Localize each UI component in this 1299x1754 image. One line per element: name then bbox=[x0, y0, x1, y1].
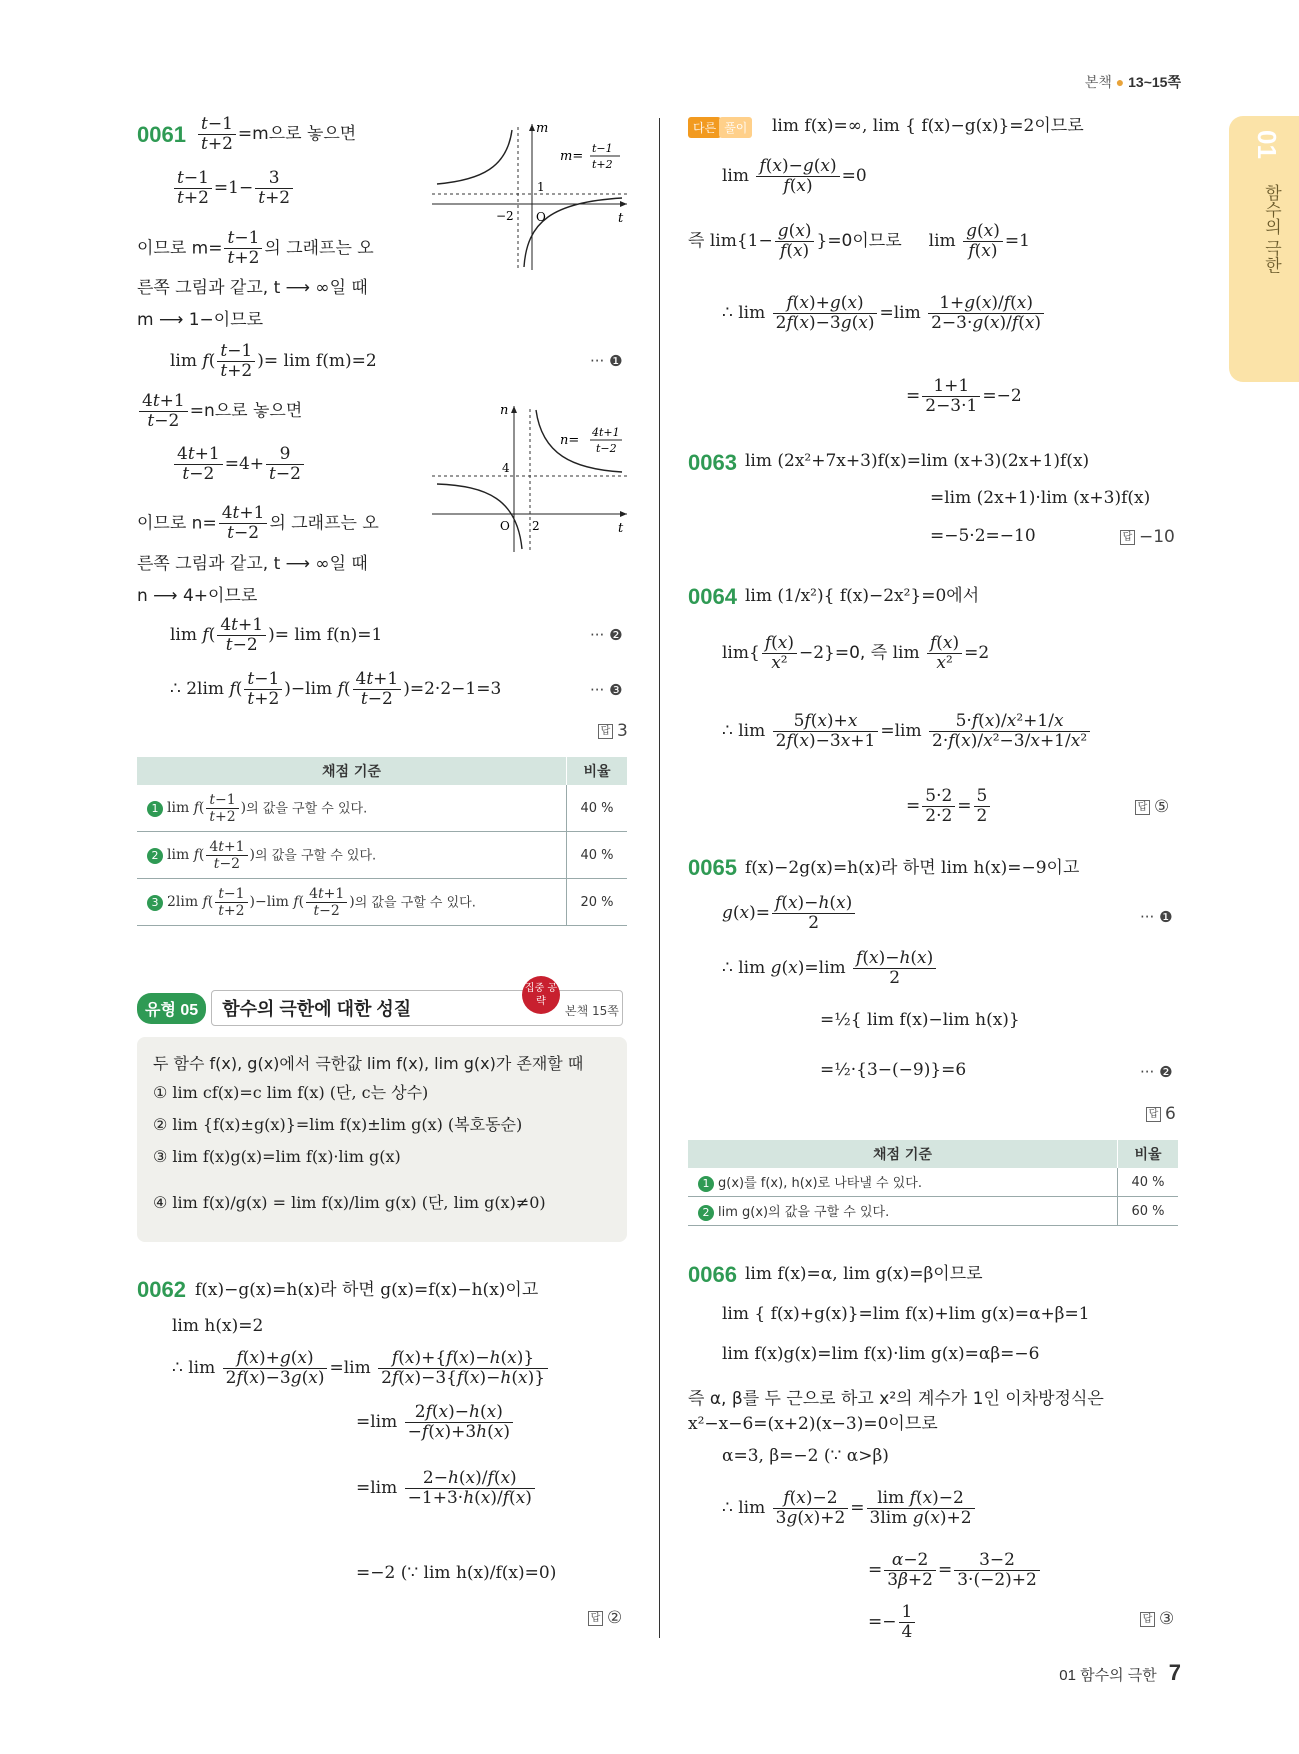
p0061-line7: $\frac{4t+1}{t-2}$ =n으로 놓으면 bbox=[137, 393, 302, 430]
table-row: 3 2lim f( $\frac{t-1}{t+2}$ )−lim f( $\frac{4t+1}{t-2}$ )의 값을 구할 수 있다. 20 % bbox=[137, 879, 627, 926]
table-row: 2 lim g(x)의 값을 구할 수 있다. 60 % bbox=[688, 1197, 1178, 1226]
svg-text:n=: n= bbox=[560, 433, 580, 448]
p0061-line12: lim f( $\frac{4t+1}{t-2}$ )= lim f(n)=1 bbox=[170, 615, 383, 655]
p0061-line6: lim f( $\frac{t-1}{t+2}$ )= lim f(m)=2 bbox=[170, 341, 377, 381]
p0062-line5: =lim $\frac{2-h(x)/f(x)}{-1+3\cdot h(x)/f(x)}$ bbox=[356, 1470, 537, 1507]
answer-0066: 답 ③ bbox=[1140, 1609, 1174, 1629]
problem-id-0064: 0064 bbox=[688, 584, 737, 609]
table-row: 2 lim f( $\frac{4t+1}{t-2}$ )의 값을 구할 수 있다. 40 % bbox=[137, 832, 627, 879]
svg-text:−2: −2 bbox=[496, 209, 514, 223]
svg-text:4: 4 bbox=[502, 461, 510, 475]
alt-line1: lim f(x)=∞, lim { f(x)−g(x)}=2이므로 bbox=[772, 116, 1084, 136]
step-mark-1: ··· ❶ bbox=[590, 352, 623, 370]
svg-text:m=: m= bbox=[560, 149, 584, 164]
p0066-line3: lim f(x)g(x)=lim f(x)·lim g(x)=αβ=−6 bbox=[722, 1344, 1040, 1364]
problem-id-0062: 0062 bbox=[137, 1277, 186, 1302]
p0061-line4: 른쪽 그림과 같고, t ⟶ ∞일 때 bbox=[137, 278, 368, 298]
alt-line2: lim $\frac{f(x)-g(x)}{f(x)}$ =0 bbox=[722, 156, 867, 196]
problem-id-0063: 0063 bbox=[688, 450, 737, 475]
footer-chapter: 01 함수의 극한 bbox=[1059, 1667, 1157, 1684]
answer-0065: 답 6 bbox=[1146, 1104, 1176, 1124]
chapter-title: 함수의 극한 bbox=[1262, 184, 1281, 274]
p0066-line6: α=3, β=−2 (∵ α>β) bbox=[722, 1446, 889, 1466]
alt-line5: = $\frac{1+1}{2-3\cdot 1}$ =−2 bbox=[906, 376, 1022, 416]
table-row: 1 lim f( $\frac{t-1}{t+2}$ )의 값을 구할 수 있다. 40 % bbox=[137, 785, 627, 832]
svg-text:2: 2 bbox=[532, 519, 540, 533]
page-reference: 본책 ● 13~15쪽 bbox=[1084, 74, 1181, 90]
svg-text:O: O bbox=[536, 210, 546, 224]
p0061-line8: $\frac{4t+1}{t-2}$ =4+ $\frac{9}{t-2}$ bbox=[172, 446, 306, 483]
p0061-line3: 이므로 m= $\frac{t-1}{t+2}$ 의 그래프는 오 bbox=[137, 228, 374, 268]
answer-0064: 답 ⑤ bbox=[1135, 797, 1169, 817]
p0065-line4: =½·{3−(−9)}=6 bbox=[820, 1060, 967, 1080]
svg-text:t: t bbox=[618, 521, 624, 536]
p0064-line2: lim{ $\frac{f(x)}{\text{x²}}$ −2}=0, 즉 lim $\frac{f(x)}{\text{x²}}$ =2 bbox=[722, 633, 990, 673]
p0065-line3: =½{ lim f(x)−lim h(x)} bbox=[820, 1010, 1020, 1030]
answer-0061: 답 3 bbox=[598, 721, 628, 741]
properties-intro: 두 함수 f(x), g(x)에서 극한값 lim f(x), lim g(x)가 존재할 때 bbox=[153, 1054, 584, 1073]
p0061-line9: 이므로 n= $\frac{4t+1}{t-2}$ 의 그래프는 오 bbox=[137, 503, 379, 543]
svg-text:1: 1 bbox=[537, 180, 545, 194]
property-3: ③ lim f(x)g(x)=lim f(x)·lim g(x) bbox=[153, 1147, 401, 1166]
p0062-line4: =lim $\frac{2f(x)-h(x)}{-f(x)+3h(x)}$ bbox=[356, 1404, 515, 1441]
graph-n-of-t bbox=[432, 404, 632, 554]
alt-solution-tag: 다른 풀이 bbox=[688, 117, 752, 138]
scoring-table-0061: 채점 기준 비율 1 lim f( $\frac{t-1}{t+2}$ )의 값을 구할 수 있다. 40 % 2 lim f( $\frac{4t+1}{t-2}$ )의 값을 구할 수 있다. 40 % 3 2lim f( $\frac{t-1}{t+2}$ )−lim f( $\frac{4t+1}{t-2}$ )의 값을 구할 수 있다. 20 % bbox=[137, 757, 627, 926]
chapter-side-tab bbox=[1229, 116, 1299, 382]
property-4: ④ lim f(x)/g(x) = lim f(x)/lim g(x) (단, lim g(x)≠0) bbox=[153, 1193, 546, 1212]
step-mark-0065-2: ··· ❷ bbox=[1140, 1063, 1173, 1081]
p0061-line13: ∴ 2lim f( $\frac{t-1}{t+2}$ )−lim f( $\frac{4t+1}{t-2}$ )=2·2−1=3 bbox=[170, 669, 502, 709]
graph-m-of-t bbox=[432, 122, 632, 272]
limit-properties-box bbox=[137, 1037, 627, 1242]
p0061-line5: m ⟶ 1−이므로 bbox=[137, 310, 264, 330]
alt-line3: 즉 lim{1− $\frac{g(x)}{f(x)}$ }=0이므로 lim $\frac{g(x)}{f(x)}$ =1 bbox=[688, 221, 1030, 261]
p0066-line8: = $\frac{\alpha-2}{3\beta+2}$ = $\frac{3-2}{3\cdot(-2)+2}$ bbox=[868, 1552, 1042, 1589]
p0066-line4: 즉 α, β를 두 근으로 하고 x²의 계수가 1인 이차방정식은 bbox=[688, 1389, 1104, 1409]
table-row: 1 g(x)를 f(x), h(x)로 나타낼 수 있다. 40 % bbox=[688, 1168, 1178, 1197]
p0062-line3: ∴ lim $\frac{f(x)+g(x)}{2f(x)-3g(x)}$ =lim $\frac{f(x)+\{f(x)-h(x)\}}{2f(x)-3\{f(x)-h(x)\}}$ bbox=[172, 1350, 550, 1387]
p0063-line3: =−5·2=−10 bbox=[930, 526, 1036, 546]
problem-id-0061: 0061 bbox=[137, 122, 186, 147]
p0064-line4: = $\frac{5\cdot 2}{2\cdot 2}$ = $\frac{5}{2}$ bbox=[906, 788, 992, 825]
p0061-line1: $\frac{t-1}{t+2}$ =m으로 놓으면 bbox=[196, 116, 356, 153]
svg-text:t+2: t+2 bbox=[592, 158, 613, 171]
p0065-line1: f(x)−2g(x)=h(x)라 하면 lim h(x)=−9이고 bbox=[745, 858, 1080, 878]
type-ref: 본책 15쪽 bbox=[565, 1004, 619, 1018]
property-1: ① lim cf(x)=c lim f(x) (단, c는 상수) bbox=[153, 1083, 429, 1102]
type-tag: 유형 05 bbox=[137, 993, 206, 1024]
focus-badge: 집중 공략 bbox=[522, 976, 560, 1014]
svg-text:t−2: t−2 bbox=[596, 442, 617, 455]
type-title: 함수의 극한에 대한 성질 bbox=[222, 999, 412, 1019]
p0063-line2: =lim (2x+1)·lim (x+3)f(x) bbox=[930, 488, 1151, 508]
svg-text:O: O bbox=[500, 519, 510, 533]
svg-text:t: t bbox=[618, 211, 624, 226]
p0065-line2: g(x)= $\frac{f(x)-h(x)}{2}$ bbox=[722, 895, 857, 932]
p0065-line3a: ∴ lim g(x)=lim $\frac{f(x)-h(x)}{2}$ bbox=[722, 950, 938, 987]
p0062-line6: =−2 (∵ lim h(x)/f(x)=0) bbox=[356, 1563, 557, 1583]
answer-0062: 답 ② bbox=[588, 1608, 622, 1628]
scoring-table-0065: 채점 기준 비율 1 g(x)를 f(x), h(x)로 나타낼 수 있다. 40 % 2 lim g(x)의 값을 구할 수 있다. 60 % bbox=[688, 1140, 1178, 1226]
step-mark-2: ··· ❷ bbox=[590, 626, 623, 644]
p0062-line2: lim h(x)=2 bbox=[172, 1316, 264, 1336]
p0061-line11: n ⟶ 4+이므로 bbox=[137, 586, 258, 606]
svg-text:4t+1: 4t+1 bbox=[592, 426, 620, 439]
alt-line4: ∴ lim $\frac{f(x)+g(x)}{2f(x)-3g(x)}$ =lim $\frac{1+g(x)/f(x)}{2-3\cdot g(x)/f(x)}$ bbox=[722, 295, 1046, 332]
problem-id-0065: 0065 bbox=[688, 855, 737, 880]
p0066-line1: lim f(x)=α, lim g(x)=β이므로 bbox=[745, 1264, 983, 1284]
svg-text:n: n bbox=[500, 404, 509, 418]
step-mark-3: ··· ❸ bbox=[590, 681, 623, 699]
column-divider bbox=[659, 118, 660, 1638]
svg-text:t−1: t−1 bbox=[592, 142, 613, 155]
p0062-line1: f(x)−g(x)=h(x)라 하면 g(x)=f(x)−h(x)이고 bbox=[195, 1280, 539, 1300]
p0066-line9: =− $\frac{1}{4}$ bbox=[868, 1604, 917, 1641]
p0063-line1: lim (2x²+7x+3)f(x)=lim (x+3)(2x+1)f(x) bbox=[745, 451, 1090, 471]
p0061-line2: $\frac{t-1}{t+2}$ =1− $\frac{3}{t+2}$ bbox=[172, 170, 295, 207]
p0066-line5: x²−x−6=(x+2)(x−3)=0이므로 bbox=[688, 1414, 938, 1434]
p0064-line3: ∴ lim $\frac{5f(x)+x}{2f(x)-3x+1}$ =lim $\frac{\text{5·f(x)/x²+1/x}}{\text{2·f(x)/x²−3/x+1/x²}}$ bbox=[722, 713, 1092, 750]
p0061-line10: 른쪽 그림과 같고, t ⟶ ∞일 때 bbox=[137, 554, 368, 574]
page-number: 7 bbox=[1168, 1660, 1181, 1685]
answer-0063: 답 −10 bbox=[1120, 527, 1175, 547]
step-mark-0065-1: ··· ❶ bbox=[1140, 908, 1173, 926]
problem-id-0066: 0066 bbox=[688, 1262, 737, 1287]
p0064-line1: lim (1/x²){ f(x)−2x²}=0에서 bbox=[745, 586, 980, 606]
property-2: ② lim {f(x)±g(x)}=lim f(x)±lim g(x) (복호동순) bbox=[153, 1115, 523, 1134]
page-footer bbox=[1059, 1660, 1181, 1686]
p0066-line2: lim { f(x)+g(x)}=lim f(x)+lim g(x)=α+β=1 bbox=[722, 1304, 1090, 1324]
chapter-number: 01 bbox=[1252, 130, 1282, 159]
p0066-line7: ∴ lim $\frac{f(x)-2}{3g(x)+2}$ = $\frac{\text{lim f(x)−2}}{\text{3lim g(x)+2}}$ bbox=[722, 1490, 977, 1527]
svg-text:m: m bbox=[536, 122, 549, 136]
